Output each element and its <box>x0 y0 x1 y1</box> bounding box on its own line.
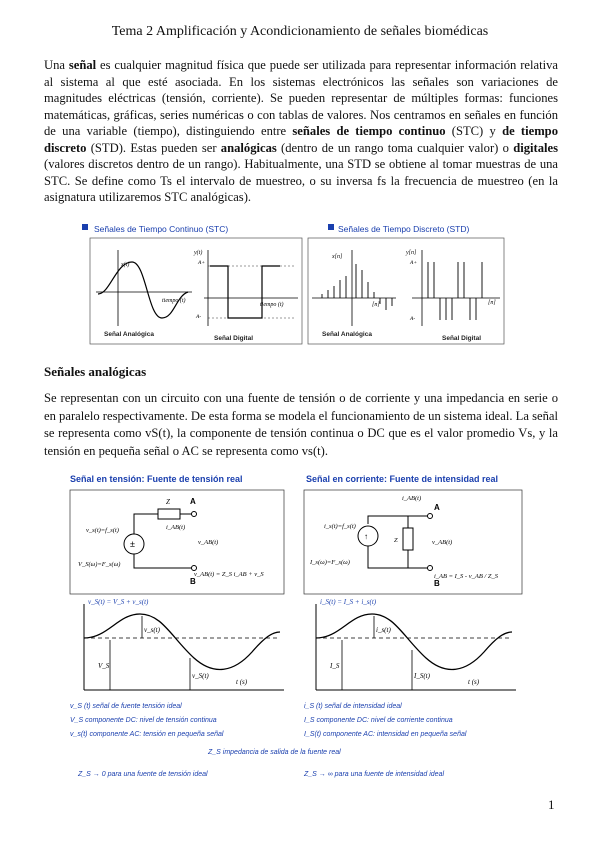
svg-text:t (s): t (s) <box>468 678 480 686</box>
voltage-waveform <box>84 614 280 669</box>
svg-text:B: B <box>190 577 196 586</box>
svg-text:A+: A+ <box>410 260 418 266</box>
svg-text:A: A <box>190 497 196 506</box>
svg-text:v_AB(t): v_AB(t) <box>432 539 453 546</box>
right-title: Señal en corriente: Fuente de intensidad real <box>306 474 499 484</box>
svg-text:v_S (t) señal de fuente tensió: v_S (t) señal de fuente tensión ideal <box>70 703 182 710</box>
svg-text:±: ± <box>130 539 135 549</box>
svg-text:v_s(t) componente AC: tensió: v_s(t) componente AC: tensión en pequeña señal <box>70 731 224 738</box>
svg-text:tiempo (t): tiempo (t) <box>162 298 186 304</box>
svg-text:V_S(ω)=F_s(ω): V_S(ω)=F_s(ω) <box>78 561 121 568</box>
intro-paragraph: Una señal es cualquier magnitud física que puede ser utilizada para representar información relativa al sistema al que esté asociada. En los sistemas electrónicos las señales son variaciones de magnitudes eléctricas (tensión, corriente). Se pueden representar de múltiples formas: funciones matemáticas, gráficas, series numéricas o con tablas de valores. Nos centramos en señales en función de una variable (tiempo), distinguiendo entre señales de tiempo continuo (STC) y de tiempo discreto (STD). Estas pueden ser analógicas (dentro de un rango toma cualquier valor) o digitales (valores discretos dentro de un rango). Habitualmente, una STD se obtiene al tomar muestras de una STC. Se define como Ts el intervalo de muestreo, o su inversa fs la frecuencia de muestreo (en la asignatura utilizaremos STC analógicas). <box>44 58 558 204</box>
svg-text:x(t): x(t) <box>121 262 130 268</box>
svg-text:↑: ↑ <box>364 532 368 541</box>
svg-text:I_S: I_S <box>330 662 340 670</box>
svg-text:i_AB(t): i_AB(t) <box>402 495 422 502</box>
svg-text:V_S componente DC: nivel de: V_S componente DC: nivel de tensión continua <box>70 717 217 724</box>
svg-text:v_s(t)=f_s(t): v_s(t)=f_s(t) <box>86 527 119 534</box>
signal-types-figure <box>76 222 528 351</box>
bullet-icon <box>82 224 88 230</box>
stc-title: Señales de Tiempo Continuo (STC) <box>94 224 229 234</box>
svg-text:v_S(t): v_S(t) <box>192 672 209 680</box>
svg-text:V_S: V_S <box>98 662 110 670</box>
section-heading: Señales analógicas <box>44 364 147 379</box>
svg-text:I_S componente DC: nivel de: I_S componente DC: nivel de corriente continua <box>304 717 453 724</box>
svg-text:v_AB(t) = Z_S i_AB + v_S: v_AB(t) = Z_S i_AB + v_S <box>194 571 264 578</box>
source-circuits-figure <box>58 472 538 797</box>
svg-text:A-: A- <box>196 314 202 320</box>
svg-text:I_S(t): I_S(t) <box>414 672 430 680</box>
svg-text:x[n]: x[n] <box>332 254 343 260</box>
svg-text:[n]: [n] <box>488 300 496 306</box>
svg-text:i_s(t): i_s(t) <box>376 626 391 634</box>
svg-text:i_AB(t): i_AB(t) <box>166 524 186 531</box>
svg-text:B: B <box>434 579 440 588</box>
current-waveform <box>316 614 512 669</box>
analog-paragraph: Se representan con un circuito con una fuente de tensión o de corriente y una impedancia en serie o en paralelo respectivamente. De esta forma se modela el funcionamiento de un sistema ideal. La señal se representa como vS(t), la componente de tensión continua o DC que es el valor promedio Vs, y la tensión en pequeña señal o AC se representa como vs(t). <box>44 391 558 458</box>
page-number: 1 <box>548 797 555 812</box>
svg-text:Z: Z <box>394 537 398 544</box>
svg-text:i_s(t)=f_s(t): i_s(t)=f_s(t) <box>324 523 356 530</box>
svg-text:i_S(t) = I_S + i_s(t): i_S(t) = I_S + i_s(t) <box>320 598 377 606</box>
svg-text:v_S(t) = V_S + v_s(t): v_S(t) = V_S + v_s(t) <box>88 598 149 606</box>
svg-text:Z_S → ∞ para una fuente de i: Z_S → ∞ para una fuente de intensidad ideal <box>304 771 445 778</box>
svg-text:t (s): t (s) <box>236 678 248 686</box>
analog-label: Señal Analógica <box>104 331 154 338</box>
digital-label: Señal Digital <box>214 335 254 342</box>
svg-text:i_S (t) señal de intensidad id: i_S (t) señal de intensidad ideal <box>304 703 402 710</box>
svg-text:v_s(t): v_s(t) <box>144 626 160 634</box>
std-title: Señales de Tiempo Discreto (STD) <box>338 224 470 234</box>
svg-text:Señal Digital: Señal Digital <box>442 335 482 342</box>
bullet-icon <box>328 224 334 230</box>
left-title: Señal en tensión: Fuente de tensión real <box>70 474 243 484</box>
svg-text:tiempo (t): tiempo (t) <box>260 302 284 308</box>
svg-text:A+: A+ <box>198 260 206 266</box>
svg-text:I_s(ω)=F_s(ω): I_s(ω)=F_s(ω) <box>310 559 350 566</box>
svg-text:Z: Z <box>166 498 170 506</box>
svg-text:A: A <box>434 503 440 512</box>
svg-text:y[n]: y[n] <box>406 250 417 256</box>
svg-text:A-: A- <box>410 316 416 322</box>
svg-text:Señal Analógica: Señal Analógica <box>322 331 372 338</box>
svg-text:I_S(t) componente AC: intens: I_S(t) componente AC: intensidad en pequeña señal <box>304 731 467 738</box>
svg-text:Z_S → 0 para una fuente de t: Z_S → 0 para una fuente de tensión ideal <box>78 771 208 778</box>
svg-text:y(t): y(t) <box>194 250 203 256</box>
svg-text:i_AB = I_S - v_AB / Z_S: i_AB = I_S - v_AB / Z_S <box>434 573 498 580</box>
svg-text:v_AB(t): v_AB(t) <box>198 539 219 546</box>
svg-text:[n]: [n] <box>372 302 380 308</box>
page-title: Tema 2 Amplificación y Acondicionamiento de señales biomédicas <box>111 24 489 39</box>
svg-text:Z_S impedancia de salida de la: Z_S impedancia de salida de la fuente real <box>208 749 341 756</box>
